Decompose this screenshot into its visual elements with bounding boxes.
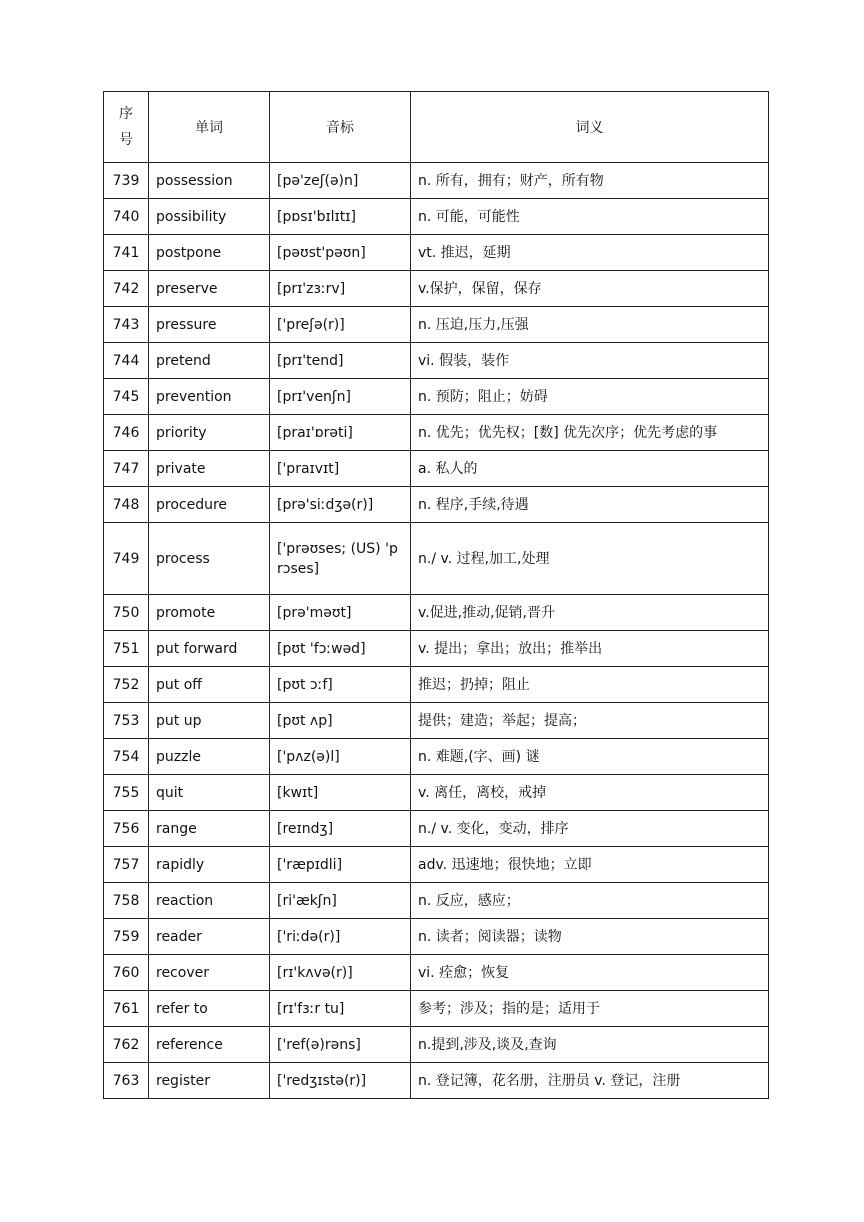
cell-phonetic: [pʊt 'fɔːwəd] bbox=[270, 631, 411, 667]
cell-meaning: n. 程序,手续,待遇 bbox=[411, 487, 769, 523]
cell-phonetic: [pɒsɪ'bɪlɪtɪ] bbox=[270, 199, 411, 235]
cell-word: preserve bbox=[149, 271, 270, 307]
cell-index: 744 bbox=[104, 343, 149, 379]
table-row bbox=[104, 451, 769, 487]
cell-word: rapidly bbox=[149, 847, 270, 883]
cell-phonetic: [pə'zeʃ(ə)n] bbox=[270, 163, 411, 199]
table-row bbox=[104, 307, 769, 343]
table-row bbox=[104, 1063, 769, 1099]
cell-index: 739 bbox=[104, 163, 149, 199]
table-row bbox=[104, 379, 769, 415]
table-row bbox=[104, 415, 769, 451]
cell-word: procedure bbox=[149, 487, 270, 523]
cell-meaning: adv. 迅速地；很快地；立即 bbox=[411, 847, 769, 883]
cell-meaning: 参考；涉及；指的是；适用于 bbox=[411, 991, 769, 1027]
table-body bbox=[104, 163, 769, 1099]
cell-index: 746 bbox=[104, 415, 149, 451]
cell-index: 758 bbox=[104, 883, 149, 919]
cell-index: 763 bbox=[104, 1063, 149, 1099]
cell-word: priority bbox=[149, 415, 270, 451]
cell-meaning: n. 登记簿，花名册，注册员 v. 登记，注册 bbox=[411, 1063, 769, 1099]
cell-index: 751 bbox=[104, 631, 149, 667]
cell-index: 756 bbox=[104, 811, 149, 847]
cell-meaning: n. 难题,(字、画) 谜 bbox=[411, 739, 769, 775]
table-row bbox=[104, 991, 769, 1027]
cell-phonetic: [prɪ'venʃn] bbox=[270, 379, 411, 415]
cell-meaning: n. 优先；优先权；[数] 优先次序；优先考虑的事 bbox=[411, 415, 769, 451]
table-row bbox=[104, 739, 769, 775]
table-row bbox=[104, 235, 769, 271]
cell-index: 750 bbox=[104, 595, 149, 631]
table-row bbox=[104, 271, 769, 307]
table-row bbox=[104, 595, 769, 631]
cell-index: 759 bbox=[104, 919, 149, 955]
cell-meaning: n. 反应，感应； bbox=[411, 883, 769, 919]
cell-index: 755 bbox=[104, 775, 149, 811]
cell-meaning: vt. 推迟，延期 bbox=[411, 235, 769, 271]
cell-index: 742 bbox=[104, 271, 149, 307]
table-row bbox=[104, 631, 769, 667]
cell-phonetic: [pʊt ɔːf] bbox=[270, 667, 411, 703]
cell-phonetic: [ri'ækʃn] bbox=[270, 883, 411, 919]
cell-phonetic: [prɪ'tend] bbox=[270, 343, 411, 379]
cell-word: reader bbox=[149, 919, 270, 955]
cell-word: possession bbox=[149, 163, 270, 199]
header-meaning: 词义 bbox=[411, 92, 769, 163]
table-row bbox=[104, 1027, 769, 1063]
cell-index: 740 bbox=[104, 199, 149, 235]
cell-word: promote bbox=[149, 595, 270, 631]
cell-phonetic: [rɪ'fɜːr tu] bbox=[270, 991, 411, 1027]
table-row bbox=[104, 883, 769, 919]
cell-phonetic: ['prəʊses; (US) 'prɔses] bbox=[270, 523, 411, 595]
cell-word: postpone bbox=[149, 235, 270, 271]
table-row bbox=[104, 919, 769, 955]
header-word: 单词 bbox=[149, 92, 270, 163]
cell-word: quit bbox=[149, 775, 270, 811]
cell-phonetic: [reɪndʒ] bbox=[270, 811, 411, 847]
cell-word: possibility bbox=[149, 199, 270, 235]
cell-meaning: vi. 痊愈；恢复 bbox=[411, 955, 769, 991]
cell-index: 743 bbox=[104, 307, 149, 343]
cell-word: recover bbox=[149, 955, 270, 991]
cell-index: 760 bbox=[104, 955, 149, 991]
cell-meaning: n./ v. 变化，变动，排序 bbox=[411, 811, 769, 847]
cell-word: put up bbox=[149, 703, 270, 739]
table-row bbox=[104, 343, 769, 379]
cell-phonetic: [praɪ'ɒrəti] bbox=[270, 415, 411, 451]
cell-index: 745 bbox=[104, 379, 149, 415]
cell-phonetic: ['pʌz(ə)l] bbox=[270, 739, 411, 775]
vocabulary-table bbox=[103, 91, 769, 1099]
cell-phonetic: [pʊt ʌp] bbox=[270, 703, 411, 739]
cell-index: 752 bbox=[104, 667, 149, 703]
header-index-bottom: 号 bbox=[119, 132, 133, 148]
cell-meaning: v. 提出；拿出；放出；推举出 bbox=[411, 631, 769, 667]
cell-meaning: n. 可能，可能性 bbox=[411, 199, 769, 235]
cell-meaning: 推迟；扔掉；阻止 bbox=[411, 667, 769, 703]
table-row bbox=[104, 811, 769, 847]
table-row bbox=[104, 487, 769, 523]
table-row bbox=[104, 955, 769, 991]
cell-word: pressure bbox=[149, 307, 270, 343]
cell-index: 747 bbox=[104, 451, 149, 487]
cell-word: reaction bbox=[149, 883, 270, 919]
cell-index: 749 bbox=[104, 523, 149, 595]
table-row bbox=[104, 775, 769, 811]
header-phonetic: 音标 bbox=[270, 92, 411, 163]
cell-meaning: n.提到,涉及,谈及,查询 bbox=[411, 1027, 769, 1063]
header-index-top: 序 bbox=[119, 106, 133, 122]
cell-word: prevention bbox=[149, 379, 270, 415]
table-row bbox=[104, 847, 769, 883]
cell-meaning: n. 预防；阻止；妨碍 bbox=[411, 379, 769, 415]
cell-phonetic: [rɪ'kʌvə(r)] bbox=[270, 955, 411, 991]
cell-index: 762 bbox=[104, 1027, 149, 1063]
cell-phonetic: [pəʊst'pəʊn] bbox=[270, 235, 411, 271]
cell-word: put forward bbox=[149, 631, 270, 667]
cell-index: 761 bbox=[104, 991, 149, 1027]
cell-phonetic: [prə'məʊt] bbox=[270, 595, 411, 631]
cell-word: puzzle bbox=[149, 739, 270, 775]
cell-meaning: a. 私人的 bbox=[411, 451, 769, 487]
cell-meaning: n. 读者；阅读器；读物 bbox=[411, 919, 769, 955]
cell-meaning: n. 所有，拥有；财产，所有物 bbox=[411, 163, 769, 199]
cell-phonetic: ['praɪvɪt] bbox=[270, 451, 411, 487]
header-index bbox=[104, 92, 149, 163]
table-header-row bbox=[104, 92, 769, 163]
cell-word: refer to bbox=[149, 991, 270, 1027]
cell-meaning: v. 离任，离校，戒掉 bbox=[411, 775, 769, 811]
cell-meaning: n./ v. 过程,加工,处理 bbox=[411, 523, 769, 595]
cell-meaning: vi. 假装，装作 bbox=[411, 343, 769, 379]
table-row bbox=[104, 523, 769, 595]
table-row bbox=[104, 703, 769, 739]
cell-phonetic: [kwɪt] bbox=[270, 775, 411, 811]
cell-word: range bbox=[149, 811, 270, 847]
cell-word: private bbox=[149, 451, 270, 487]
cell-word: put off bbox=[149, 667, 270, 703]
cell-phonetic: [prɪ'zɜːrv] bbox=[270, 271, 411, 307]
cell-index: 754 bbox=[104, 739, 149, 775]
cell-meaning: n. 压迫,压力,压强 bbox=[411, 307, 769, 343]
cell-phonetic: ['redʒɪstə(r)] bbox=[270, 1063, 411, 1099]
cell-meaning: v.促进,推动,促销,晋升 bbox=[411, 595, 769, 631]
cell-phonetic: ['ref(ə)rəns] bbox=[270, 1027, 411, 1063]
cell-phonetic: [prə'siːdʒə(r)] bbox=[270, 487, 411, 523]
cell-word: reference bbox=[149, 1027, 270, 1063]
cell-phonetic: ['preʃə(r)] bbox=[270, 307, 411, 343]
table-row bbox=[104, 199, 769, 235]
cell-index: 741 bbox=[104, 235, 149, 271]
table-row bbox=[104, 163, 769, 199]
cell-index: 753 bbox=[104, 703, 149, 739]
cell-index: 748 bbox=[104, 487, 149, 523]
table-row bbox=[104, 667, 769, 703]
cell-index: 757 bbox=[104, 847, 149, 883]
cell-meaning: 提供；建造；举起；提高； bbox=[411, 703, 769, 739]
cell-word: pretend bbox=[149, 343, 270, 379]
cell-phonetic: ['ræpɪdli] bbox=[270, 847, 411, 883]
cell-phonetic: ['riːdə(r)] bbox=[270, 919, 411, 955]
cell-word: register bbox=[149, 1063, 270, 1099]
cell-word: process bbox=[149, 523, 270, 595]
cell-meaning: v.保护，保留，保存 bbox=[411, 271, 769, 307]
